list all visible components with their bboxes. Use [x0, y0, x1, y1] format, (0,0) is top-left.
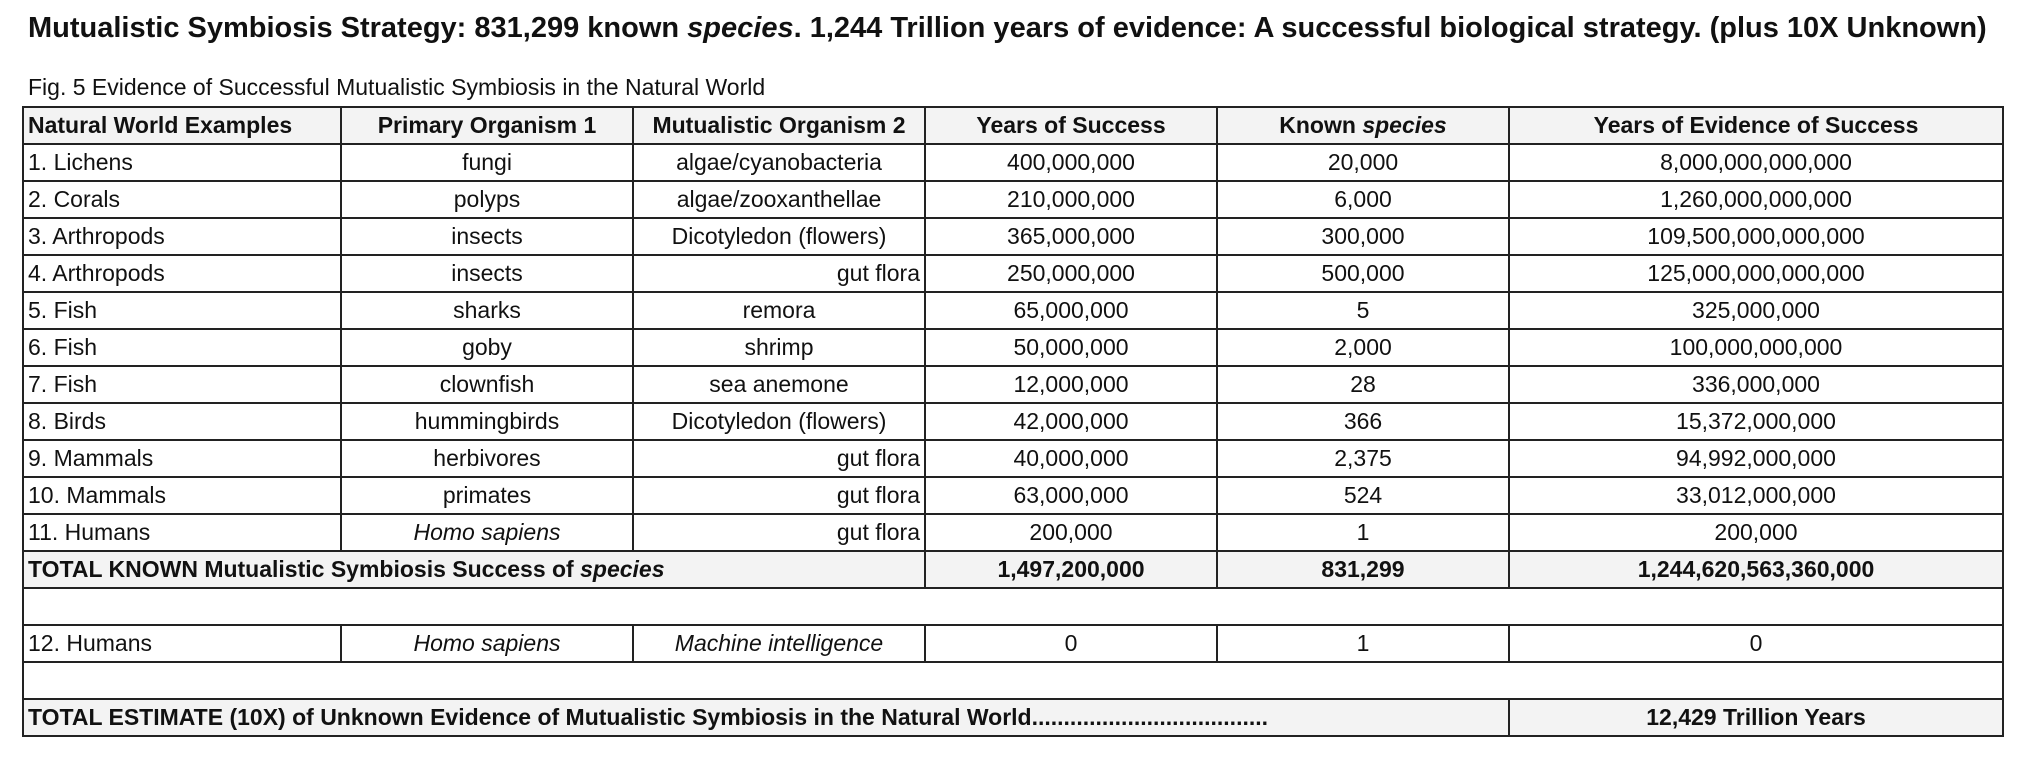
- cell-evidence: 109,500,000,000,000: [1509, 218, 2003, 255]
- cell-evidence: 94,992,000,000: [1509, 440, 2003, 477]
- cell-example: 11. Humans: [23, 514, 341, 551]
- spacer-cell: [23, 662, 2003, 699]
- cell-species: 1: [1217, 625, 1509, 662]
- cell-primary: Homo sapiens: [341, 625, 633, 662]
- cell-years: 365,000,000: [925, 218, 1217, 255]
- cell-mutualistic: gut flora: [633, 440, 925, 477]
- cell-species: 524: [1217, 477, 1509, 514]
- table-row: [23, 144, 2003, 181]
- table-row: [23, 366, 2003, 403]
- spacer-row: [23, 588, 2003, 625]
- cell-species: 20,000: [1217, 144, 1509, 181]
- spacer-row: [23, 662, 2003, 699]
- cell-primary: fungi: [341, 144, 633, 181]
- total-known-evidence: 1,244,620,563,360,000: [1509, 551, 2003, 588]
- cell-years: 42,000,000: [925, 403, 1217, 440]
- cell-mutualistic: sea anemone: [633, 366, 925, 403]
- header-years-of-success: Years of Success: [925, 107, 1217, 144]
- total-known-label: [23, 551, 925, 588]
- cell-years: 250,000,000: [925, 255, 1217, 292]
- cell-species: 2,375: [1217, 440, 1509, 477]
- table-row: [23, 514, 2003, 551]
- cell-evidence: 0: [1509, 625, 2003, 662]
- cell-primary: insects: [341, 255, 633, 292]
- cell-years: 12,000,000: [925, 366, 1217, 403]
- table-row: [23, 625, 2003, 662]
- cell-years: 210,000,000: [925, 181, 1217, 218]
- cell-species: 1: [1217, 514, 1509, 551]
- cell-mutualistic: Dicotyledon (flowers): [633, 403, 925, 440]
- title-part-2: . 1,244 Trillion years of evidence: A successful biological strategy. (plus 10X Unknown): [793, 12, 1987, 44]
- cell-evidence: 1,260,000,000,000: [1509, 181, 2003, 218]
- cell-example: 2. Corals: [23, 181, 341, 218]
- table-row: [23, 181, 2003, 218]
- table-row: [23, 477, 2003, 514]
- cell-evidence: 200,000: [1509, 514, 2003, 551]
- cell-mutualistic: gut flora: [633, 477, 925, 514]
- cell-years: 65,000,000: [925, 292, 1217, 329]
- total-known-label-species: species: [580, 556, 665, 582]
- total-known-row: [23, 551, 2003, 588]
- cell-mutualistic: Machine intelligence: [633, 625, 925, 662]
- cell-example: 3. Arthropods: [23, 218, 341, 255]
- table-row: [23, 292, 2003, 329]
- table-row: [23, 440, 2003, 477]
- header-examples: Natural World Examples: [23, 107, 341, 144]
- title-species-word: species: [687, 12, 794, 44]
- total-estimate-row: [23, 699, 2003, 736]
- cell-example: 10. Mammals: [23, 477, 341, 514]
- cell-mutualistic: algae/zooxanthellae: [633, 181, 925, 218]
- total-known-years: 1,497,200,000: [925, 551, 1217, 588]
- cell-mutualistic: remora: [633, 292, 925, 329]
- header-known-prefix: Known: [1279, 112, 1363, 138]
- cell-evidence: 33,012,000,000: [1509, 477, 2003, 514]
- cell-primary: hummingbirds: [341, 403, 633, 440]
- cell-species: 28: [1217, 366, 1509, 403]
- figure-caption: Fig. 5 Evidence of Successful Mutualistic Symbiosis in the Natural World: [28, 74, 766, 100]
- table-row: [23, 218, 2003, 255]
- cell-years: 63,000,000: [925, 477, 1217, 514]
- cell-species: 366: [1217, 403, 1509, 440]
- cell-evidence: 100,000,000,000: [1509, 329, 2003, 366]
- total-estimate-label: TOTAL ESTIMATE (10X) of Unknown Evidence of Mutualistic Symbiosis in the Natural World.....................................: [23, 699, 1509, 736]
- cell-primary: goby: [341, 329, 633, 366]
- header-known-species: [1217, 107, 1509, 144]
- cell-mutualistic: Dicotyledon (flowers): [633, 218, 925, 255]
- evidence-table: [22, 106, 2004, 737]
- cell-primary: Homo sapiens: [341, 514, 633, 551]
- total-estimate-value: 12,429 Trillion Years: [1509, 699, 2003, 736]
- cell-example: 12. Humans: [23, 625, 341, 662]
- page-title: [28, 8, 1987, 48]
- cell-primary: sharks: [341, 292, 633, 329]
- cell-evidence: 336,000,000: [1509, 366, 2003, 403]
- cell-years: 200,000: [925, 514, 1217, 551]
- cell-evidence: 15,372,000,000: [1509, 403, 2003, 440]
- cell-primary: polyps: [341, 181, 633, 218]
- cell-mutualistic: algae/cyanobacteria: [633, 144, 925, 181]
- cell-species: 300,000: [1217, 218, 1509, 255]
- cell-mutualistic: shrimp: [633, 329, 925, 366]
- cell-years: 400,000,000: [925, 144, 1217, 181]
- table-row: [23, 329, 2003, 366]
- table-row: [23, 255, 2003, 292]
- header-primary-organism: Primary Organism 1: [341, 107, 633, 144]
- cell-evidence: 8,000,000,000,000: [1509, 144, 2003, 181]
- cell-evidence: 125,000,000,000,000: [1509, 255, 2003, 292]
- cell-example: 7. Fish: [23, 366, 341, 403]
- cell-mutualistic: gut flora: [633, 514, 925, 551]
- cell-primary: clownfish: [341, 366, 633, 403]
- cell-example: 8. Birds: [23, 403, 341, 440]
- header-row: [23, 107, 2003, 144]
- header-years-of-evidence: Years of Evidence of Success: [1509, 107, 2003, 144]
- cell-species: 6,000: [1217, 181, 1509, 218]
- cell-example: 1. Lichens: [23, 144, 341, 181]
- cell-primary: herbivores: [341, 440, 633, 477]
- cell-species: 5: [1217, 292, 1509, 329]
- cell-example: 9. Mammals: [23, 440, 341, 477]
- table-row: [23, 403, 2003, 440]
- title-part-1: Mutualistic Symbiosis Strategy: 831,299 known: [28, 12, 688, 44]
- cell-years: 0: [925, 625, 1217, 662]
- spacer-cell: [23, 588, 2003, 625]
- header-mutualistic-organism: Mutualistic Organism 2: [633, 107, 925, 144]
- cell-primary: insects: [341, 218, 633, 255]
- total-known-species: 831,299: [1217, 551, 1509, 588]
- cell-evidence: 325,000,000: [1509, 292, 2003, 329]
- header-known-species-word: species: [1362, 112, 1447, 138]
- cell-years: 50,000,000: [925, 329, 1217, 366]
- cell-example: 4. Arthropods: [23, 255, 341, 292]
- cell-example: 6. Fish: [23, 329, 341, 366]
- cell-species: 500,000: [1217, 255, 1509, 292]
- cell-species: 2,000: [1217, 329, 1509, 366]
- cell-example: 5. Fish: [23, 292, 341, 329]
- total-known-label-prefix: TOTAL KNOWN Mutualistic Symbiosis Success of: [28, 556, 581, 582]
- cell-years: 40,000,000: [925, 440, 1217, 477]
- cell-primary: primates: [341, 477, 633, 514]
- cell-mutualistic: gut flora: [633, 255, 925, 292]
